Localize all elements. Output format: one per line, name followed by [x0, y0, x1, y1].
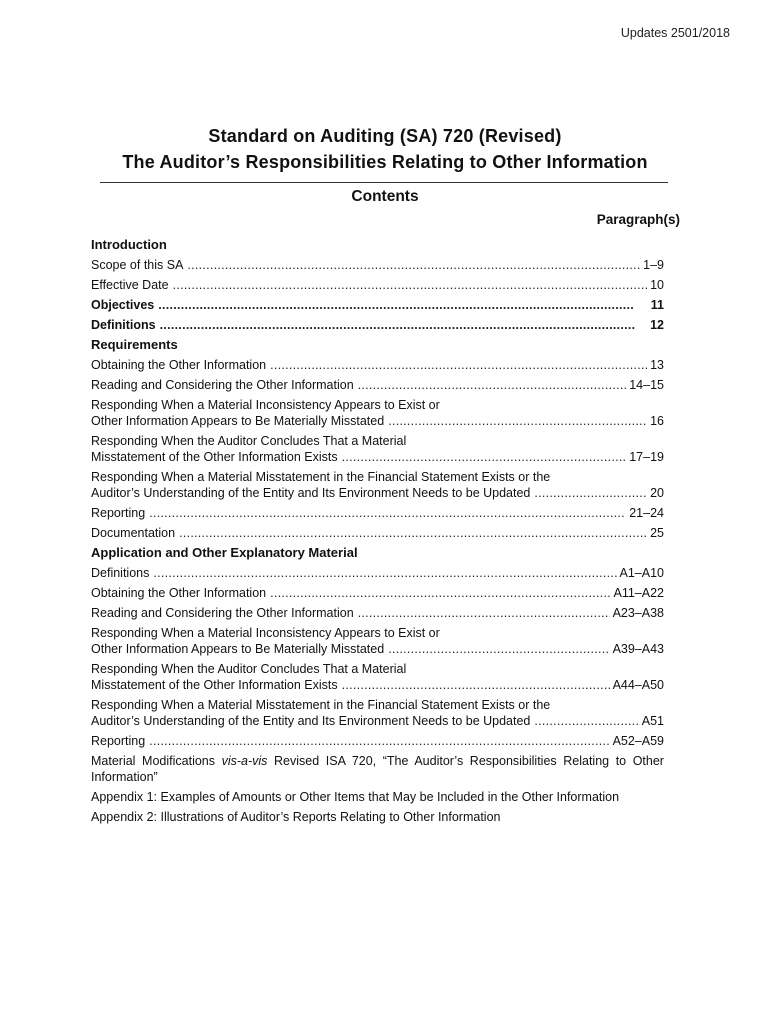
toc-entry-documentation[interactable] [91, 525, 664, 541]
toc-entry-responding-misstatement[interactable] [91, 433, 664, 465]
leader-dots [534, 485, 647, 501]
toc-entry-reporting[interactable] [91, 505, 664, 521]
page-subtitle: The Auditor’s Responsibilities Relating to Other Information [122, 152, 648, 172]
paragraphs-column-heading: Paragraph(s) [596, 212, 680, 227]
toc-entry-paragraphs: 12 [650, 318, 664, 332]
leader-dots [388, 413, 647, 429]
toc-entry-app-reporting[interactable] [91, 733, 664, 749]
leader-dots [179, 525, 647, 541]
toc-entry-label-line2: Other Information Appears to Be Materially Misstated [91, 414, 385, 428]
toc-entry-label: Documentation [91, 526, 176, 540]
toc-entry-label: Reporting [91, 734, 146, 748]
leader-dots [149, 733, 609, 749]
toc-entry-effective-date[interactable] [91, 277, 664, 293]
toc-entry-label: Obtaining the Other Information [91, 358, 267, 372]
mm-italic: vis-a-vis [221, 754, 268, 768]
toc-entry-label: Objectives [91, 298, 155, 312]
toc-entry-app-reading[interactable] [91, 605, 664, 621]
toc-entry-label: Reporting [91, 506, 146, 520]
leader-dots [149, 505, 626, 521]
toc-entry-label-line1: Responding When a Material Misstatement in the Financial Statement Exists or the [91, 470, 551, 484]
leader-dots [342, 449, 627, 465]
toc-entry-reading[interactable] [91, 377, 664, 393]
toc-entry-label-line1: Responding When a Material Misstatement in the Financial Statement Exists or the [91, 698, 551, 712]
toc-entry-paragraphs: A39–A43 [612, 642, 664, 656]
table-of-contents [91, 237, 664, 829]
toc-entry-label: Reading and Considering the Other Information [91, 606, 354, 620]
toc-entry-paragraphs: 1–9 [643, 258, 664, 272]
leader-dots [270, 585, 610, 601]
toc-entry-paragraphs: A52–A59 [612, 734, 664, 748]
toc-entry-app-responding-misstatement[interactable] [91, 661, 664, 693]
section-heading-requirements: Requirements [91, 337, 178, 352]
toc-entry-label-line1: Responding When the Auditor Concludes That a Material [91, 662, 407, 676]
toc-entry-paragraphs: 13 [650, 358, 664, 372]
section-heading-introduction: Introduction [91, 237, 167, 252]
toc-entry-objectives[interactable] [91, 297, 664, 313]
toc-entry-label-line2: Misstatement of the Other Information Exists [91, 678, 338, 692]
toc-entry-label: Definitions [91, 566, 150, 580]
toc-entry-paragraphs: 10 [650, 278, 664, 292]
leader-dots [153, 565, 616, 581]
section-heading-application: Application and Other Explanatory Material [91, 545, 358, 560]
toc-entry-paragraphs: 14–15 [629, 378, 664, 392]
toc-entry-responding-inconsistency[interactable] [91, 397, 664, 429]
toc-entry-paragraphs: A11–A22 [613, 586, 664, 600]
toc-entry-paragraphs: 20 [650, 486, 664, 500]
leader-dots [358, 605, 610, 621]
toc-entry-label-line1: Responding When a Material Inconsistency Appears to Exist or [91, 398, 440, 412]
toc-entry-app-obtaining[interactable] [91, 585, 664, 601]
toc-entry-paragraphs: A51 [641, 714, 664, 728]
leader-dots [160, 317, 648, 333]
toc-entry-paragraphs: 25 [650, 526, 664, 540]
toc-entry-label-line1: Responding When a Material Inconsistency Appears to Exist or [91, 626, 440, 640]
mm-suffix: Revised ISA 720, “The Auditor’s Responsibilities Relating to Other Information” [91, 754, 664, 784]
toc-entry-paragraphs: 11 [650, 298, 664, 312]
toc-entry-appendix-2[interactable]: Appendix 2: Illustrations of Auditor’s Reports Relating to Other Information [91, 810, 501, 824]
toc-entry-label-line2: Misstatement of the Other Information Exists [91, 450, 338, 464]
toc-entry-label: Reading and Considering the Other Information [91, 378, 354, 392]
toc-entry-label-line2: Auditor’s Understanding of the Entity and Its Environment Needs to be Updated [91, 486, 531, 500]
toc-entry-material-modifications[interactable] [91, 753, 664, 785]
page-title: Standard on Auditing (SA) 720 (Revised) [208, 126, 562, 146]
toc-entry-app-responding-financial[interactable] [91, 697, 664, 729]
toc-entry-app-responding-inconsistency[interactable] [91, 625, 664, 657]
leader-dots [158, 297, 648, 313]
toc-entry-label: Definitions [91, 318, 156, 332]
leader-dots [388, 641, 609, 657]
mm-prefix: Material Modifications [91, 754, 215, 768]
toc-entry-paragraphs: A23–A38 [612, 606, 664, 620]
toc-entry-label: Scope of this SA [91, 258, 184, 272]
toc-entry-label-line2: Auditor’s Understanding of the Entity and Its Environment Needs to be Updated [91, 714, 531, 728]
toc-entry-label: Obtaining the Other Information [91, 586, 267, 600]
toc-entry-obtaining[interactable] [91, 357, 664, 373]
contents-heading: Contents [351, 188, 419, 205]
toc-entry-app-definitions[interactable] [91, 565, 664, 581]
toc-entry-label-line1: Responding When the Auditor Concludes That a Material [91, 434, 407, 448]
toc-entry-scope[interactable] [91, 257, 664, 273]
leader-dots [173, 277, 648, 293]
title-divider [100, 182, 668, 183]
update-note: Updates 2501/2018 [620, 26, 730, 40]
leader-dots [358, 377, 627, 393]
toc-entry-paragraphs: A44–A50 [612, 678, 664, 692]
leader-dots [342, 677, 610, 693]
toc-entry-responding-financial[interactable] [91, 469, 664, 501]
toc-entry-paragraphs: 17–19 [629, 450, 664, 464]
toc-entry-label: Effective Date [91, 278, 169, 292]
leader-dots [187, 257, 640, 273]
toc-entry-label-line2: Other Information Appears to Be Materially Misstated [91, 642, 385, 656]
leader-dots [534, 713, 638, 729]
toc-entry-paragraphs: 16 [650, 414, 664, 428]
toc-entry-paragraphs: A1–A10 [619, 566, 664, 580]
toc-entry-appendix-1[interactable]: Appendix 1: Examples of Amounts or Other Items that May be Included in the Other Information [91, 790, 620, 804]
toc-entry-definitions[interactable] [91, 317, 664, 333]
leader-dots [270, 357, 647, 373]
toc-entry-paragraphs: 21–24 [629, 506, 664, 520]
